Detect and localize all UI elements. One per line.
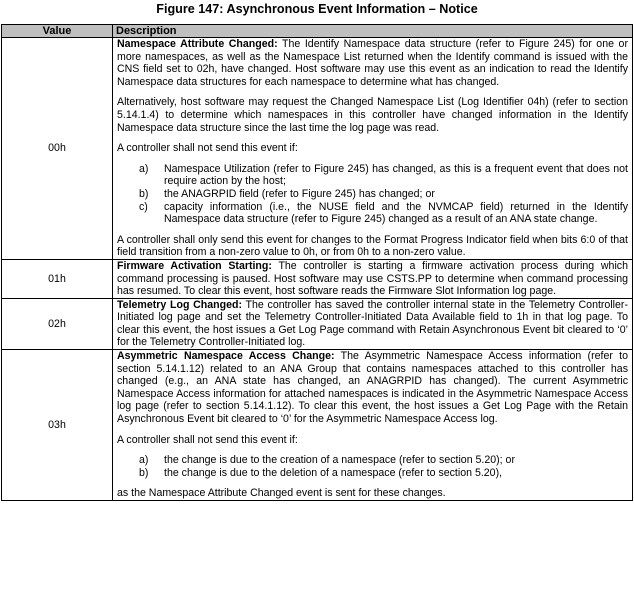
event-name: Namespace Attribute Changed: bbox=[117, 38, 278, 50]
value-cell: 00h bbox=[2, 38, 113, 260]
description-cell bbox=[113, 350, 633, 501]
paragraph: as the Namespace Attribute Changed event is sent for these changes. bbox=[117, 487, 446, 500]
paragraph bbox=[117, 260, 628, 298]
list-marker: c) bbox=[139, 200, 148, 213]
table-header-row bbox=[2, 25, 633, 38]
async-event-table bbox=[1, 24, 633, 501]
table-row-00h bbox=[2, 38, 633, 260]
list-item bbox=[139, 201, 628, 226]
list-text: the change is due to the creation of a namespace (refer to section 5.20); or bbox=[164, 454, 515, 467]
paragraph bbox=[117, 299, 628, 349]
column-header-value: Value bbox=[2, 25, 113, 38]
list-text: the ANAGRPID field (refer to Figure 245) has changed; or bbox=[164, 187, 435, 200]
list-marker: b) bbox=[139, 466, 149, 479]
paragraph: A controller shall not send this event if: bbox=[117, 142, 298, 155]
value-cell: 01h bbox=[2, 259, 113, 298]
paragraph-text: The Identify Namespace data structure (refer to Figure 245) for one or more namespaces, as well as the Namespace List returned when the Identify command is issued with the CNS field set to 02h, have changed. Host software may use this event as an indication to read the Identify Namespace data structures for each namespace to determine what has changed. bbox=[117, 38, 628, 88]
paragraph: A controller shall not send this event if: bbox=[117, 433, 298, 446]
paragraph-text: The controller is starting a firmware activation process during which command processing is paused. Host software may use CSTS.PP to determine when command processing has resumed. To clear this event, host software reads the Firmware Slot Information log page. bbox=[117, 259, 628, 298]
value-cell: 02h bbox=[2, 298, 113, 349]
paragraph bbox=[117, 38, 628, 88]
paragraph: Alternatively, host software may request the Changed Namespace List (Log Identifier 04h) (refer to section 5.14.1.4) to determine which namespaces in this controller have changed information in the Identify Namespace data structure since the last time the log page was read. bbox=[117, 96, 628, 134]
list-text: capacity information (i.e., the NUSE field and the NVMCAP field) returned in the Identify Namespace data structure (refer to Figure 245) changed as a result of an ANA state change. bbox=[164, 200, 628, 226]
list-text: Namespace Utilization (refer to Figure 245) has changed, as this is a frequent event that does not require action by the host; bbox=[164, 162, 628, 188]
paragraph bbox=[117, 350, 628, 426]
list-marker: a) bbox=[139, 454, 149, 467]
value-cell: 03h bbox=[2, 350, 113, 501]
event-name: Telemetry Log Changed: bbox=[117, 298, 242, 311]
table-row-03h bbox=[2, 350, 633, 501]
list-item bbox=[139, 467, 628, 480]
event-name: Asymmetric Namespace Access Change: bbox=[117, 350, 335, 363]
figure-title: Figure 147: Asynchronous Event Information – Notice bbox=[156, 2, 478, 16]
condition-list bbox=[117, 454, 628, 479]
list-text: the change is due to the deletion of a namespace (refer to section 5.20), bbox=[164, 466, 503, 479]
description-cell bbox=[113, 259, 633, 298]
list-item bbox=[139, 188, 628, 201]
list-item bbox=[139, 454, 628, 467]
paragraph: A controller shall only send this event for changes to the Format Progress Indicator field when bits 6:0 of that field transition from a non-zero value to 0h, or from 0h to a non-zero value. bbox=[117, 233, 628, 259]
condition-list bbox=[117, 163, 628, 226]
description-cell bbox=[113, 38, 633, 260]
event-name: Firmware Activation Starting: bbox=[117, 259, 272, 272]
list-item bbox=[139, 163, 628, 188]
paragraph-text: The controller has saved the controller internal state in the Telemetry Controller-Initiated log page and set the Telemetry Controller-Initiated Data Available field to 1h in that log page. To clear this event, the host issues a Get Log Page command with Retain Asynchronous Event bit cleared to ‘0’ for the Telemetry Controller-Initiated log. bbox=[117, 298, 628, 349]
description-cell bbox=[113, 298, 633, 349]
list-marker: a) bbox=[139, 162, 149, 175]
column-header-description: Description bbox=[113, 25, 633, 38]
table-row-01h bbox=[2, 259, 633, 298]
paragraph-text: The Asymmetric Namespace Access information (refer to section 5.14.1.12) related to an ANA Group that contains namespaces attached to this controller has changed (e.g., an ANA state has changed, an ANAGRPID has changed). The current Asymmetric Namespace Access information for attached namespaces is indicated in the Asymmetric Namespace Access log page (refer to section 5.14.1.12). To clear this event, the host issues a Get Log Page with the Retain Asynchronous Event bit cleared to ‘0’ for the Asymmetric Namespace Access log. bbox=[117, 350, 628, 426]
list-marker: b) bbox=[139, 187, 149, 200]
table-row-02h bbox=[2, 298, 633, 349]
